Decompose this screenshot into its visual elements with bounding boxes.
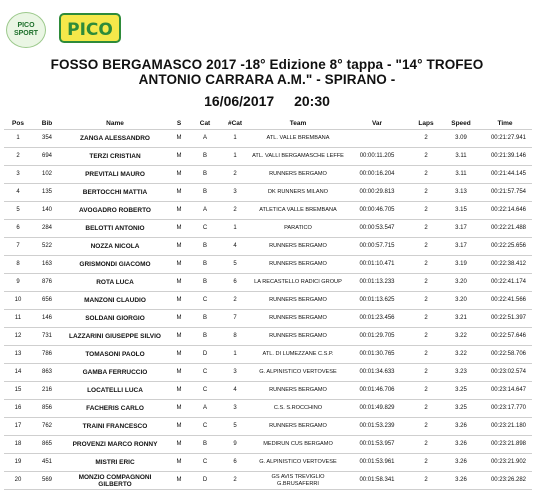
cell-bib: 163	[32, 256, 62, 274]
cell-time: 00:23:26.282	[478, 472, 532, 490]
cell-var: 00:00:11.205	[346, 148, 408, 166]
cell-time: 00:21:27.941	[478, 130, 532, 148]
cell-name: MANZONI CLAUDIO	[62, 292, 168, 310]
cell-sex: M	[168, 364, 190, 382]
table-row	[4, 238, 532, 256]
cell-ncat: 3	[220, 400, 250, 418]
results-table	[4, 117, 532, 490]
cell-speed: 3.19	[444, 256, 478, 274]
cell-sex: M	[168, 148, 190, 166]
cell-laps: 2	[408, 166, 444, 184]
cell-ncat: 1	[220, 148, 250, 166]
cell-pos: 4	[4, 184, 32, 202]
cell-var	[346, 130, 408, 148]
cell-name: MONZIO COMPAGNONI GILBERTO	[62, 472, 168, 490]
cell-team: RUNNERS BERGAMO	[250, 418, 346, 436]
cell-cat: B	[190, 274, 220, 292]
cell-time: 00:21:57.754	[478, 184, 532, 202]
event-date: 16/06/2017	[204, 93, 275, 109]
cell-sex: M	[168, 166, 190, 184]
cell-name: SOLDANI GIORGIO	[62, 310, 168, 328]
cell-bib: 865	[32, 436, 62, 454]
cell-bib: 146	[32, 310, 62, 328]
table-row	[4, 274, 532, 292]
cell-cat: B	[190, 148, 220, 166]
cell-team: RUNNERS BERGAMO	[250, 166, 346, 184]
cell-bib: 694	[32, 148, 62, 166]
cell-var: 00:01:23.456	[346, 310, 408, 328]
cell-cat: C	[190, 418, 220, 436]
cell-pos: 6	[4, 220, 32, 238]
cell-ncat: 4	[220, 382, 250, 400]
col-header-time: Time	[478, 117, 532, 130]
cell-team: RUNNERS BERGAMO	[250, 328, 346, 346]
cell-var: 00:01:29.705	[346, 328, 408, 346]
cell-laps: 2	[408, 454, 444, 472]
cell-cat: A	[190, 400, 220, 418]
cell-bib: 863	[32, 364, 62, 382]
table-row	[4, 148, 532, 166]
cell-bib: 762	[32, 418, 62, 436]
cell-pos: 3	[4, 166, 32, 184]
cell-cat: C	[190, 364, 220, 382]
cell-var: 00:01:13.625	[346, 292, 408, 310]
cell-var: 00:00:57.715	[346, 238, 408, 256]
cell-name: BELOTTI ANTONIO	[62, 220, 168, 238]
cell-name: GRISMONDI GIACOMO	[62, 256, 168, 274]
cell-pos: 2	[4, 148, 32, 166]
cell-cat: B	[190, 256, 220, 274]
table-row	[4, 310, 532, 328]
cell-cat: A	[190, 130, 220, 148]
cell-ncat: 2	[220, 472, 250, 490]
table-row	[4, 454, 532, 472]
cell-team: ATLETICA VALLE BREMBANA	[250, 202, 346, 220]
col-header-ncat: #Cat	[220, 117, 250, 130]
cell-time: 00:23:14.647	[478, 382, 532, 400]
cell-cat: D	[190, 346, 220, 364]
cell-speed: 3.26	[444, 418, 478, 436]
cell-pos: 14	[4, 364, 32, 382]
cell-pos: 17	[4, 418, 32, 436]
cell-sex: M	[168, 238, 190, 256]
cell-team: PARATICO	[250, 220, 346, 238]
cell-team: MEDIRUN CUS BERGAMO	[250, 436, 346, 454]
cell-pos: 5	[4, 202, 32, 220]
event-time: 20:30	[294, 93, 330, 109]
col-header-var: Var	[346, 117, 408, 130]
cell-team: GS AVIS TREVIGLIO G.BRUSAFERRI	[250, 472, 346, 490]
cell-cat: B	[190, 310, 220, 328]
cell-time: 00:21:39.146	[478, 148, 532, 166]
cell-team: ATL. DI LUMEZZANE C.S.P.	[250, 346, 346, 364]
cell-name: PREVITALI MAURO	[62, 166, 168, 184]
cell-laps: 2	[408, 436, 444, 454]
table-row	[4, 328, 532, 346]
cell-name: BERTOCCHI MATTIA	[62, 184, 168, 202]
cell-var: 00:01:58.341	[346, 472, 408, 490]
cell-time: 00:22:14.646	[478, 202, 532, 220]
cell-name: ZANGA ALESSANDRO	[62, 130, 168, 148]
cell-speed: 3.23	[444, 364, 478, 382]
cell-name: LOCATELLI LUCA	[62, 382, 168, 400]
cell-laps: 2	[408, 328, 444, 346]
cell-team: RUNNERS BERGAMO	[250, 238, 346, 256]
cell-name: AVOGADRO ROBERTO	[62, 202, 168, 220]
cell-team: RUNNERS BERGAMO	[250, 256, 346, 274]
cell-pos: 18	[4, 436, 32, 454]
cell-cat: B	[190, 238, 220, 256]
cell-bib: 856	[32, 400, 62, 418]
cell-speed: 3.17	[444, 238, 478, 256]
cell-pos: 15	[4, 382, 32, 400]
cell-var: 00:00:16.204	[346, 166, 408, 184]
cell-bib: 135	[32, 184, 62, 202]
table-row	[4, 292, 532, 310]
cell-sex: M	[168, 274, 190, 292]
cell-laps: 2	[408, 274, 444, 292]
cell-laps: 2	[408, 472, 444, 490]
cell-name: NOZZA NICOLA	[62, 238, 168, 256]
cell-laps: 2	[408, 256, 444, 274]
cell-cat: B	[190, 328, 220, 346]
table-row	[4, 364, 532, 382]
cell-time: 00:23:02.574	[478, 364, 532, 382]
cell-laps: 2	[408, 346, 444, 364]
cell-laps: 2	[408, 418, 444, 436]
cell-bib: 876	[32, 274, 62, 292]
cell-laps: 2	[408, 202, 444, 220]
table-header-row	[4, 117, 532, 130]
cell-var: 00:00:46.705	[346, 202, 408, 220]
cell-ncat: 3	[220, 184, 250, 202]
cell-sex: M	[168, 292, 190, 310]
cell-ncat: 5	[220, 418, 250, 436]
cell-bib: 786	[32, 346, 62, 364]
cell-pos: 9	[4, 274, 32, 292]
col-header-pos: Pos	[4, 117, 32, 130]
cell-pos: 19	[4, 454, 32, 472]
cell-speed: 3.26	[444, 472, 478, 490]
cell-speed: 3.11	[444, 148, 478, 166]
page-title-line2: ANTONIO CARRARA A.M." - SPIRANO -	[138, 72, 396, 87]
cell-name: TRAINI FRANCESCO	[62, 418, 168, 436]
cell-speed: 3.13	[444, 184, 478, 202]
cell-var: 00:01:46.706	[346, 382, 408, 400]
cell-bib: 451	[32, 454, 62, 472]
cell-ncat: 2	[220, 166, 250, 184]
table-row	[4, 436, 532, 454]
col-header-cat: Cat	[190, 117, 220, 130]
cell-bib: 102	[32, 166, 62, 184]
col-header-name: Name	[62, 117, 168, 130]
cell-var: 00:01:34.633	[346, 364, 408, 382]
cell-bib: 354	[32, 130, 62, 148]
cell-sex: M	[168, 382, 190, 400]
cell-time: 00:22:51.397	[478, 310, 532, 328]
cell-var: 00:00:29.813	[346, 184, 408, 202]
cell-name: GAMBA FERRUCCIO	[62, 364, 168, 382]
cell-var: 00:00:53.547	[346, 220, 408, 238]
cell-cat: C	[190, 292, 220, 310]
cell-name: MISTRI ERIC	[62, 454, 168, 472]
cell-speed: 3.22	[444, 328, 478, 346]
cell-time: 00:22:58.706	[478, 346, 532, 364]
cell-laps: 2	[408, 184, 444, 202]
cell-time: 00:22:41.174	[478, 274, 532, 292]
cell-laps: 2	[408, 400, 444, 418]
cell-sex: M	[168, 202, 190, 220]
cell-ncat: 4	[220, 238, 250, 256]
table-row	[4, 130, 532, 148]
pico-logo-graphic	[58, 8, 122, 48]
cell-time: 00:22:25.656	[478, 238, 532, 256]
cell-cat: B	[190, 184, 220, 202]
cell-ncat: 2	[220, 202, 250, 220]
cell-sex: M	[168, 184, 190, 202]
col-header-laps: Laps	[408, 117, 444, 130]
cell-time: 00:22:41.566	[478, 292, 532, 310]
event-datetime	[0, 93, 534, 109]
cell-bib: 569	[32, 472, 62, 490]
cell-speed: 3.25	[444, 382, 478, 400]
cell-cat: B	[190, 436, 220, 454]
cell-laps: 2	[408, 364, 444, 382]
cell-speed: 3.26	[444, 436, 478, 454]
table-row	[4, 166, 532, 184]
cell-sex: M	[168, 418, 190, 436]
cell-ncat: 1	[220, 220, 250, 238]
cell-sex: M	[168, 310, 190, 328]
cell-pos: 12	[4, 328, 32, 346]
pico-sport-logo-line2: SPORT	[13, 30, 39, 37]
cell-time: 00:23:17.770	[478, 400, 532, 418]
cell-time: 00:22:38.412	[478, 256, 532, 274]
cell-var: 00:01:53.961	[346, 454, 408, 472]
cell-sex: M	[168, 256, 190, 274]
cell-var: 00:01:30.765	[346, 346, 408, 364]
cell-sex: M	[168, 220, 190, 238]
cell-pos: 1	[4, 130, 32, 148]
cell-team: DK RUNNERS MILANO	[250, 184, 346, 202]
cell-time: 00:23:21.898	[478, 436, 532, 454]
cell-bib: 216	[32, 382, 62, 400]
cell-cat: C	[190, 454, 220, 472]
col-header-team: Team	[250, 117, 346, 130]
cell-sex: M	[168, 130, 190, 148]
cell-speed: 3.22	[444, 346, 478, 364]
pico-logo	[58, 8, 122, 48]
cell-pos: 20	[4, 472, 32, 490]
cell-bib: 656	[32, 292, 62, 310]
table-row	[4, 184, 532, 202]
cell-cat: B	[190, 166, 220, 184]
cell-team: ATL. VALLI BERGAMASCHE LEFFE	[250, 148, 346, 166]
cell-bib: 731	[32, 328, 62, 346]
cell-speed: 3.15	[444, 202, 478, 220]
table-row	[4, 256, 532, 274]
table-row	[4, 346, 532, 364]
cell-laps: 2	[408, 382, 444, 400]
cell-time: 00:23:21.902	[478, 454, 532, 472]
cell-pos: 8	[4, 256, 32, 274]
table-row	[4, 202, 532, 220]
cell-laps: 2	[408, 292, 444, 310]
cell-sex: M	[168, 400, 190, 418]
cell-var: 00:01:49.829	[346, 400, 408, 418]
cell-var: 00:01:53.957	[346, 436, 408, 454]
table-row	[4, 382, 532, 400]
table-row	[4, 418, 532, 436]
cell-ncat: 6	[220, 454, 250, 472]
cell-time: 00:21:44.145	[478, 166, 532, 184]
table-row	[4, 472, 532, 490]
col-header-sex: S	[168, 117, 190, 130]
cell-sex: M	[168, 454, 190, 472]
cell-ncat: 9	[220, 436, 250, 454]
pico-sport-logo	[6, 12, 46, 48]
cell-team: RUNNERS BERGAMO	[250, 292, 346, 310]
cell-cat: C	[190, 220, 220, 238]
cell-pos: 11	[4, 310, 32, 328]
cell-speed: 3.17	[444, 220, 478, 238]
page-title-line1: FOSSO BERGAMASCO 2017 -18° Edizione 8° tappa - "14° TROFEO	[50, 57, 484, 72]
cell-cat: A	[190, 202, 220, 220]
table-row	[4, 400, 532, 418]
cell-pos: 7	[4, 238, 32, 256]
cell-sex: M	[168, 436, 190, 454]
cell-time: 00:22:21.488	[478, 220, 532, 238]
cell-name: TOMASONI PAOLO	[62, 346, 168, 364]
cell-laps: 2	[408, 130, 444, 148]
cell-ncat: 5	[220, 256, 250, 274]
cell-var: 00:01:13.233	[346, 274, 408, 292]
cell-time: 00:23:21.180	[478, 418, 532, 436]
cell-speed: 3.20	[444, 292, 478, 310]
cell-laps: 2	[408, 220, 444, 238]
cell-speed: 3.11	[444, 166, 478, 184]
cell-pos: 16	[4, 400, 32, 418]
table-row	[4, 220, 532, 238]
pico-logo-text: PICO	[67, 20, 113, 40]
cell-laps: 2	[408, 148, 444, 166]
cell-laps: 2	[408, 238, 444, 256]
cell-ncat: 1	[220, 130, 250, 148]
cell-bib: 522	[32, 238, 62, 256]
cell-team: ATL. VALLE BREMBANA	[250, 130, 346, 148]
cell-name: TERZI CRISTIAN	[62, 148, 168, 166]
cell-cat: D	[190, 472, 220, 490]
cell-team: G. ALPINISTICO VERTOVESE	[250, 364, 346, 382]
cell-team: RUNNERS BERGAMO	[250, 382, 346, 400]
cell-name: FACHERIS CARLO	[62, 400, 168, 418]
cell-name: PROVENZI MARCO RONNY	[62, 436, 168, 454]
cell-team: RUNNERS BERGAMO	[250, 310, 346, 328]
cell-speed: 3.25	[444, 400, 478, 418]
pico-sport-logo-line1: PICO	[17, 22, 35, 29]
cell-name: ROTA LUCA	[62, 274, 168, 292]
cell-pos: 13	[4, 346, 32, 364]
cell-bib: 284	[32, 220, 62, 238]
cell-pos: 10	[4, 292, 32, 310]
cell-team: G. ALPINISTICO VERTOVESE	[250, 454, 346, 472]
cell-var: 00:01:10.471	[346, 256, 408, 274]
cell-sex: M	[168, 346, 190, 364]
cell-ncat: 1	[220, 346, 250, 364]
cell-speed: 3.21	[444, 310, 478, 328]
cell-sex: M	[168, 472, 190, 490]
cell-speed: 3.26	[444, 454, 478, 472]
col-header-speed: Speed	[444, 117, 478, 130]
cell-sex: M	[168, 328, 190, 346]
cell-time: 00:22:57.646	[478, 328, 532, 346]
cell-team: LA RECASTELLO RADICI GROUP	[250, 274, 346, 292]
cell-laps: 2	[408, 310, 444, 328]
cell-speed: 3.20	[444, 274, 478, 292]
cell-team: C.S. S.ROCCHINO	[250, 400, 346, 418]
cell-cat: C	[190, 382, 220, 400]
cell-var: 00:01:53.239	[346, 418, 408, 436]
cell-ncat: 7	[220, 310, 250, 328]
cell-ncat: 8	[220, 328, 250, 346]
cell-bib: 140	[32, 202, 62, 220]
cell-ncat: 6	[220, 274, 250, 292]
col-header-bib: Bib	[32, 117, 62, 130]
cell-name: LAZZARINI GIUSEPPE SILVIO	[62, 328, 168, 346]
cell-speed: 3.09	[444, 130, 478, 148]
cell-ncat: 2	[220, 292, 250, 310]
cell-ncat: 3	[220, 364, 250, 382]
